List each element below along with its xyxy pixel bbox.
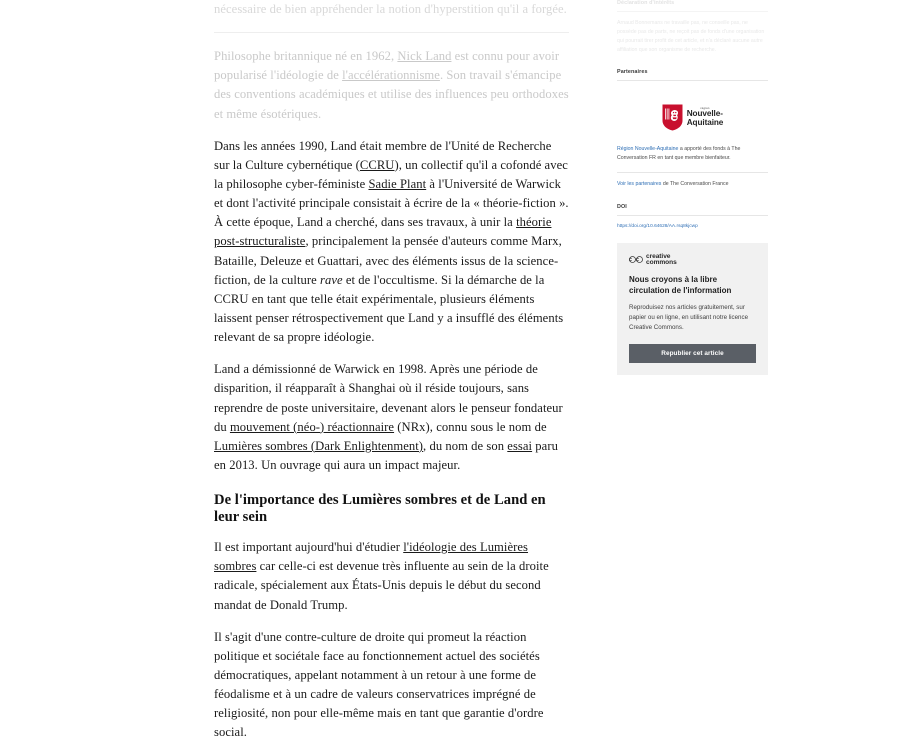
creative-commons-box	[617, 243, 768, 375]
partner-credit	[617, 145, 768, 163]
cc-wordmark-line-2: commons	[646, 258, 677, 266]
text-run: , principalement la pensée d'auteurs comme Marx, Bataille, Deleuze et Guattari, avec des éléments issus de la science-fiction, de la culture	[214, 234, 562, 287]
logo-superscript: région	[700, 105, 710, 110]
paragraph-contre-culture: Il s'agit d'une contre-culture de droite qui promeut la réaction politique et sociétale face au fonctionnement actuel des sociétés démocratiques, appelant notamment à un retour à une forme de féodalisme et à un cadre de valeurs conservatrices imprégné de religiosité, non pour elle-même mais en tant que garantie d'ordre social.	[214, 629, 544, 740]
section-divider	[214, 32, 569, 33]
emphasis-rave: rave	[320, 272, 343, 287]
creative-commons-icon	[629, 256, 644, 263]
text-run: Philosophe britannique né en 1962,	[214, 49, 398, 64]
creative-commons-wordmark	[646, 254, 677, 266]
text-run: à l'Université de Warwick et dont l'activité principale consistait à écrire de la « théorie-fiction ». À cette époque, Land a cherché, dans ses travaux, à unir la	[214, 176, 569, 230]
doi-section	[617, 204, 768, 230]
link-essai[interactable]: essai	[507, 438, 533, 453]
paragraph-clipped-top: nécessaire de bien appréhender la notion d'hyperstition qu'il a forgée.	[214, 2, 567, 16]
link-lumieres-sombres[interactable]: Lumières sombres (Dark Enlightenment)	[214, 438, 424, 453]
paragraph-warwick-1998	[214, 360, 569, 475]
text-run: car celle-ci est devenue très influente au sein de la droite radicale, spécialement aux États-Unis depuis le début du second mandat de Donald Trump.	[214, 559, 549, 612]
cc-wordmark-line-1: creative	[646, 252, 671, 260]
partner-logo-container	[617, 88, 768, 145]
text-run: ), un collectif qu'il a cofondé avec la philosophe cyber-féministe	[214, 157, 568, 191]
partners-divider	[617, 80, 768, 81]
link-theorie-post-structuraliste[interactable]: théorie post-structuraliste	[214, 215, 552, 249]
logo-line-2: Aquitaine	[686, 118, 724, 127]
logo-line-1: Nouvelle-	[686, 109, 723, 119]
link-accelerationnisme[interactable]: l'accélérationnisme	[342, 68, 440, 83]
article-body	[214, 0, 569, 756]
link-voir-les-partenaires[interactable]: Voir les partenaires	[617, 180, 662, 187]
see-partners-text: de The Conversation France	[661, 180, 729, 187]
partners-heading: Partenaires	[617, 68, 648, 75]
disclosure-section	[617, 0, 768, 55]
republish-article-button[interactable]: Republier cet article	[629, 344, 756, 363]
text-run: Dans les années 1990, Land était membre de l'Unité de Recherche sur la Culture cybernétique (	[214, 138, 552, 172]
doi-link[interactable]: https://doi.org/10.64628/AA.rsq8kjcwp	[617, 224, 698, 230]
paragraph-nick-land-intro	[214, 47, 569, 124]
shield-icon	[662, 104, 683, 131]
link-nick-land[interactable]: Nick Land	[397, 49, 452, 64]
partner-credit-text: a apporté des fonds à The Conversation FR en tant que membre bienfaiteur.	[617, 145, 741, 161]
doi-heading: DOI	[617, 204, 627, 211]
paragraph-ccru	[214, 137, 569, 348]
disclosure-divider	[617, 11, 768, 12]
section-heading: De l'importance des Lumières sombres et de Land en leur sein	[214, 492, 546, 526]
link-sadie-plant[interactable]: Sadie Plant	[368, 176, 427, 191]
text-run: et de l'occultisme. Si la démarche de la CCRU en tant que telle était expérimentale, plusieurs éléments laissent penser rétrospectivement que Land y a insufflé des éléments relevant de sa propre idéologie.	[214, 272, 564, 345]
link-region-nouvelle-aquitaine[interactable]: Région Nouvelle-Aquitaine	[617, 145, 679, 152]
link-ideologie-lumieres-sombres[interactable]: l'idéologie des Lumières sombres	[214, 540, 529, 574]
text-run: Land a démissionné de Warwick en 1998. Après une période de disparition, il réapparaît à Shanghai où il réside toujours, sans reprendre de poste universitaire, devenant alors le penseur fondateur du	[214, 362, 563, 434]
link-mouvement-neo-reactionnaire[interactable]: mouvement (néo-) réactionnaire	[229, 419, 395, 434]
link-ccru[interactable]: CCRU	[359, 157, 395, 172]
paragraph-ideologie-influente	[214, 538, 569, 615]
see-partners-line	[617, 180, 768, 189]
nouvelle-aquitaine-logo[interactable]	[662, 104, 724, 131]
text-run: . Son travail s'émancipe des conventions académiques et utilise des influences peu orthodoxes et même ésotériques.	[214, 68, 569, 121]
article-sidebar	[617, 0, 768, 375]
creative-commons-title: Nous croyons à la libre circulation de l'information	[629, 274, 732, 295]
creative-commons-logo	[629, 254, 756, 266]
creative-commons-description: Reproduisez nos articles gratuitement, sur papier ou en ligne, en utilisant notre licence Creative Commons.	[629, 303, 749, 331]
text-run: paru en 2013. Un ouvrage qui aura un impact majeur.	[214, 438, 558, 472]
text-run: est connu pour avoir popularisé l'idéologie de	[214, 49, 560, 83]
text-run: (NRx), connu sous le nom de	[394, 419, 547, 434]
partners-section	[617, 69, 768, 189]
text-run: Il est important aujourd'hui d'étudier	[214, 540, 404, 555]
logo-text	[687, 107, 724, 128]
text-run: , du nom de son	[423, 438, 508, 453]
disclosure-body: Arnaud Bonnemans ne travaille pas, ne conseille pas, ne possède pas de parts, ne reçoit pas de fonds d'une organisation qui pourrait tirer profit de cet article, et n'a déclaré aucune autre affiliation que son organisme de recherche.	[617, 20, 765, 53]
doi-divider	[617, 215, 768, 216]
disclosure-heading: Déclaration d'intérêts	[617, 0, 675, 6]
partners-bottom-divider	[617, 172, 768, 173]
